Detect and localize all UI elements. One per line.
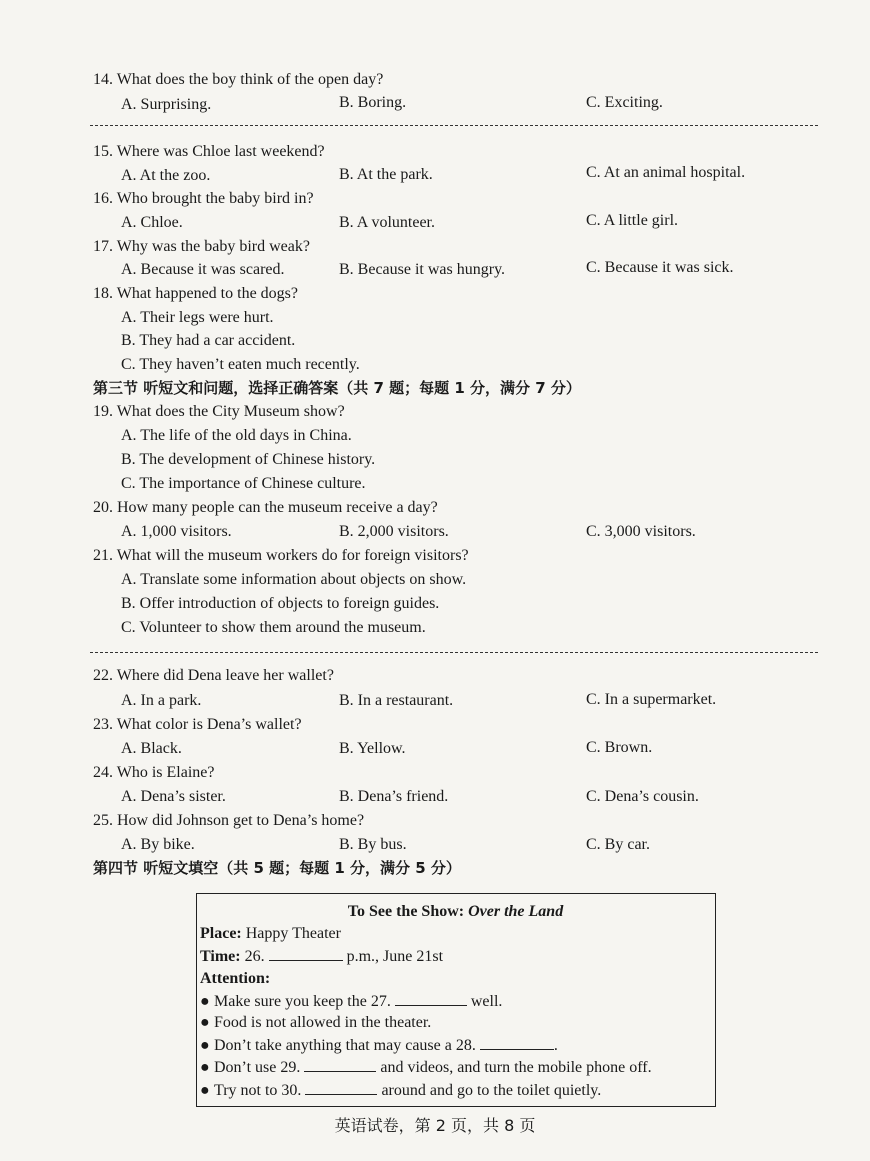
option-a: A. At the zoo.	[121, 167, 211, 184]
time-value: p.m., June 21st	[342, 948, 444, 965]
option-b: B. Offer introduction of objects to foreign guides.	[121, 595, 440, 612]
option-c: C. The importance of Chinese culture.	[121, 475, 366, 492]
question-15	[93, 142, 325, 162]
bullet-icon: ●	[200, 1014, 210, 1031]
question-19	[93, 402, 345, 422]
question-text: How did Johnson get to Dena’s home?	[117, 812, 365, 829]
option-c: C. Exciting.	[586, 94, 663, 111]
blank-29[interactable]	[304, 1057, 376, 1072]
question-number: 23.	[93, 716, 113, 733]
option-a: A. Because it was scared.	[121, 261, 285, 278]
option-b: B. The development of Chinese history.	[121, 451, 376, 468]
question-text: What happened to the dogs?	[116, 285, 298, 302]
option-c: C. 3,000 visitors.	[586, 523, 696, 540]
question-number: 16.	[93, 190, 113, 207]
bullet-text: Try not to 30.	[214, 1082, 306, 1099]
bullet-text: .	[553, 1037, 558, 1054]
question-number: 17.	[93, 238, 113, 255]
question-number: 25.	[93, 812, 113, 829]
bullet-icon: ●	[200, 993, 210, 1010]
bullet-text: around and go to the toilet quietly.	[377, 1082, 602, 1099]
question-text: Why was the baby bird weak?	[116, 238, 310, 255]
question-18	[93, 284, 298, 304]
option-c: C. Brown.	[586, 739, 653, 756]
option-a: A. By bike.	[121, 836, 195, 853]
option-c: C. In a supermarket.	[586, 691, 717, 708]
blank-30[interactable]	[305, 1080, 377, 1095]
attention-label: Attention:	[200, 970, 271, 987]
time-line	[200, 946, 443, 967]
option-a: A. Black.	[121, 740, 182, 757]
question-number: 15.	[93, 143, 113, 160]
question-number: 21.	[93, 547, 113, 564]
question-23	[93, 715, 302, 735]
option-c: C. Because it was sick.	[586, 259, 734, 276]
option-b: B. 2,000 visitors.	[339, 523, 449, 540]
bullet-icon: ●	[200, 1059, 210, 1076]
show-notice-box	[196, 893, 716, 1107]
question-text: What does the City Museum show?	[116, 403, 345, 420]
question-22	[93, 666, 334, 686]
question-number: 24.	[93, 764, 113, 781]
option-a: A. Their legs were hurt.	[121, 309, 274, 326]
bullet-1	[200, 991, 502, 1012]
option-a: A. Dena’s sister.	[121, 788, 226, 805]
bullet-icon: ●	[200, 1082, 210, 1099]
option-b: B. At the park.	[339, 166, 433, 183]
bullet-3	[200, 1035, 558, 1056]
option-b: B. Boring.	[339, 94, 407, 111]
question-text: Where did Dena leave her wallet?	[116, 667, 334, 684]
option-c: C. Volunteer to show them around the museum.	[121, 619, 426, 636]
question-25	[93, 811, 364, 831]
place-label: Place:	[200, 925, 242, 942]
blank-27[interactable]	[395, 991, 467, 1006]
option-c: C. They haven’t eaten much recently.	[121, 356, 360, 373]
option-b: B. Yellow.	[339, 740, 406, 757]
option-c: C. At an animal hospital.	[586, 164, 746, 181]
place-line	[200, 924, 341, 944]
option-c: C. Dena’s cousin.	[586, 788, 699, 805]
question-16	[93, 189, 314, 209]
question-text: Who brought the baby bird in?	[116, 190, 314, 207]
bullet-icon: ●	[200, 1037, 210, 1054]
bullet-text: and videos, and turn the mobile phone off.	[376, 1059, 652, 1076]
option-b: B. In a restaurant.	[339, 692, 454, 709]
box-title	[197, 902, 714, 922]
question-24	[93, 763, 214, 783]
option-b: B. By bus.	[339, 836, 407, 853]
question-text: What does the boy think of the open day?	[116, 71, 384, 88]
option-a: A. In a park.	[121, 692, 202, 709]
option-b: B. A volunteer.	[339, 214, 435, 231]
bullet-text: well.	[466, 993, 503, 1010]
time-label: Time:	[200, 948, 241, 965]
bullet-text: Don’t take anything that may cause a 28.	[214, 1037, 480, 1054]
bullet-4	[200, 1057, 652, 1078]
bullet-text: Make sure you keep the 27.	[214, 993, 395, 1010]
option-b: B. Because it was hungry.	[339, 261, 506, 278]
option-a: A. Chloe.	[121, 214, 183, 231]
option-c: C. By car.	[586, 836, 650, 853]
question-text: What will the museum workers do for foreign visitors?	[116, 547, 469, 564]
option-c: C. A little girl.	[586, 212, 679, 229]
question-14	[93, 70, 383, 90]
question-text: Who is Elaine?	[116, 764, 215, 781]
blank-26-number: 26.	[240, 948, 269, 965]
option-a: A. The life of the old days in China.	[121, 427, 352, 444]
question-number: 22.	[93, 667, 113, 684]
option-a: A. Surprising.	[121, 96, 212, 113]
question-text: How many people can the museum receive a day?	[117, 499, 438, 516]
blank-26[interactable]	[269, 946, 343, 961]
question-20	[93, 498, 438, 518]
question-number: 19.	[93, 403, 113, 420]
option-b: B. Dena’s friend.	[339, 788, 449, 805]
question-text: Where was Chloe last weekend?	[116, 143, 325, 160]
page-footer: 英语试卷，第 2 页，共 8 页	[334, 1116, 536, 1135]
blank-28[interactable]	[480, 1035, 554, 1050]
place-value: Happy Theater	[241, 925, 341, 942]
question-text: What color is Dena’s wallet?	[116, 716, 302, 733]
section-3-header: 第三节 听短文和问题，选择正确答案（共 7 题；每题 1 分，满分 7 分）	[93, 379, 581, 397]
question-21	[93, 546, 469, 566]
question-number: 14.	[93, 71, 113, 88]
section-divider	[90, 125, 818, 126]
bullet-text: Food is not allowed in the theater.	[214, 1014, 432, 1031]
bullet-text: Don’t use 29.	[214, 1059, 305, 1076]
bullet-5	[200, 1080, 601, 1101]
question-number: 18.	[93, 285, 113, 302]
box-title-italic: Over the Land	[468, 903, 564, 920]
option-b: B. They had a car accident.	[121, 332, 296, 349]
question-17	[93, 237, 310, 257]
section-4-header: 第四节 听短文填空（共 5 题；每题 1 分，满分 5 分）	[93, 859, 461, 877]
box-title-plain: To See the Show:	[347, 903, 469, 920]
bullet-2	[200, 1013, 431, 1033]
section-divider	[90, 652, 818, 653]
question-number: 20.	[93, 499, 113, 516]
option-a: A. 1,000 visitors.	[121, 523, 232, 540]
option-a: A. Translate some information about objects on show.	[121, 571, 467, 588]
